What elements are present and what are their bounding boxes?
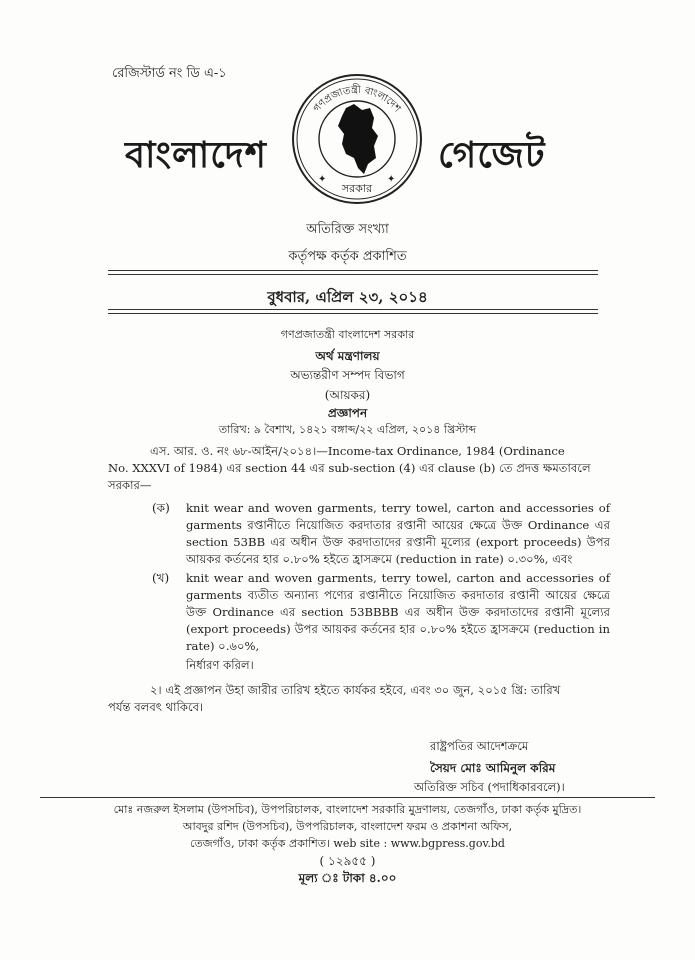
svg-text:✦: ✦: [387, 174, 396, 185]
footer-divider: [40, 797, 655, 798]
svg-text:✦: ✦: [318, 174, 327, 185]
signatory-designation: অতিরিক্ত সচিব (পদাধিকারবলে)।: [414, 780, 565, 794]
divider-bottom-2: [108, 313, 598, 314]
issue-date: বুধবার, এপ্রিল ২৩, ২০১৪: [267, 288, 428, 306]
seal-ring-text: গণপ্রজাতন্ত্রী বাংলাদেশ: [311, 84, 403, 115]
paragraph-1-first-line: এস. আর. ও. নং ৬৮-আইন/২০১৪।—Income-tax Ordinance, 1984 (Ordinance: [150, 444, 565, 458]
footer-printer-line: মোঃ নজরুল ইসলাম (উপসচিব), উপপরিচালক, বাংলাদেশ সরকারি মুদ্রণালয়, তেজগাঁও, ঢাকা কর্তৃক মুদ্রিত।: [113, 803, 582, 816]
division-name: অভ্যন্তরীণ সম্পদ বিভাগ: [290, 368, 405, 382]
paragraph-1-body: No. XXXVI of 1984) এর section 44 এর sub-section (4) এর clause (b) তে প্রদত্ত ক্ষমতাবলে সরকার—: [108, 461, 591, 492]
masthead-right: গেজেট: [438, 135, 546, 176]
extra-issue: অতিরিক্ত সংখ্যা: [306, 222, 389, 237]
page-number: ( ১২৯৫৫ ): [319, 854, 376, 868]
item-ka-marker: (ক): [152, 501, 170, 515]
divider-top-2: [108, 274, 598, 275]
divider-top-1: [108, 270, 598, 271]
item-ka-text: knit wear and woven garments, terry towel, carton and accessories of garments রপ্তানীতে নিয়োজিত করদাতার রপ্তানী আয়ের ক্ষেত্রে উক্ত Ordinance এর section 53BB এর অধীন উক্ত করদাতাদের রপ্তানী মূল্যের (export proceeds) উপর আয়কর কর্তনের হার ০.৮০% হইতে হ্রাসক্রমে (reduction in rate) ০.৩০%, এবং: [186, 501, 610, 566]
by-order-text: রাষ্ট্রপতির আদেশক্রমে: [430, 739, 529, 753]
registration-number: রেজিস্টার্ড নং ডি এ-১: [112, 66, 227, 81]
item-kha-marker: (খ): [152, 571, 170, 585]
seal-bottom-text: সরকার: [341, 182, 373, 195]
published-by: কর্তৃপক্ষ কর্তৃক প্রকাশিত: [288, 249, 407, 264]
footer-website-line: তেজগাঁও, ঢাকা কর্তৃক প্রকাশিত। web site : www.bgpress.gov.bd: [190, 837, 505, 850]
determined-text: নির্ধারণ করিল।: [186, 658, 254, 672]
notification-heading: প্রজ্ঞাপন: [327, 406, 368, 420]
item-kha-text: knit wear and woven garments, terry towel, carton and accessories of garments ব্যতীত অন্যান্য পণ্যের রপ্তানীতে নিয়োজিত করদাতার রপ্তানী আয়ের ক্ষেত্রে উক্ত Ordinance এর section 53BBBB এর অধীন উক্ত করদাতাদের রপ্তানী মূল্যের (export proceeds) উপর আয়কর কর্তনের হার ০.৮০% হইতে হ্রাসক্রমে (reduction in rate) ০.৬০%,: [186, 571, 610, 653]
masthead-left: বাংলাদেশ: [125, 135, 267, 176]
paragraph-2-first-line: ২। এই প্রজ্ঞাপন উহা জারীর তারিখ হইতে কার্যকর হইবে, এবং ৩০ জুন, ২০১৫ খ্রি: তারিখ: [150, 683, 561, 697]
price: মূল্য ঃ টাকা ৪.০০: [298, 871, 397, 885]
government-seal-icon: [288, 70, 426, 208]
signatory-name: সৈয়দ মোঃ আমিনুল করিম: [430, 761, 556, 775]
paragraph-2-body: পর্যন্ত বলবৎ থাকিবে।: [108, 700, 204, 714]
wing-name: (আয়কর): [324, 388, 371, 402]
government-name: গণপ্রজাতন্ত্রী বাংলাদেশ সরকার: [280, 328, 415, 341]
footer-publisher-line: আবদুর রশিদ (উপসচিব), উপপরিচালক, বাংলাদেশ ফরম ও প্রকাশনা অফিস,: [182, 820, 513, 833]
ministry-name: অর্থ মন্ত্রণালয়: [315, 349, 380, 363]
divider-bottom-1: [108, 309, 598, 310]
dateline: তারিখ: ৯ বৈশাখ, ১৪২১ বঙ্গাব্দ/২২ এপ্রিল, ২০১৪ খ্রিস্টাব্দ: [218, 423, 477, 436]
